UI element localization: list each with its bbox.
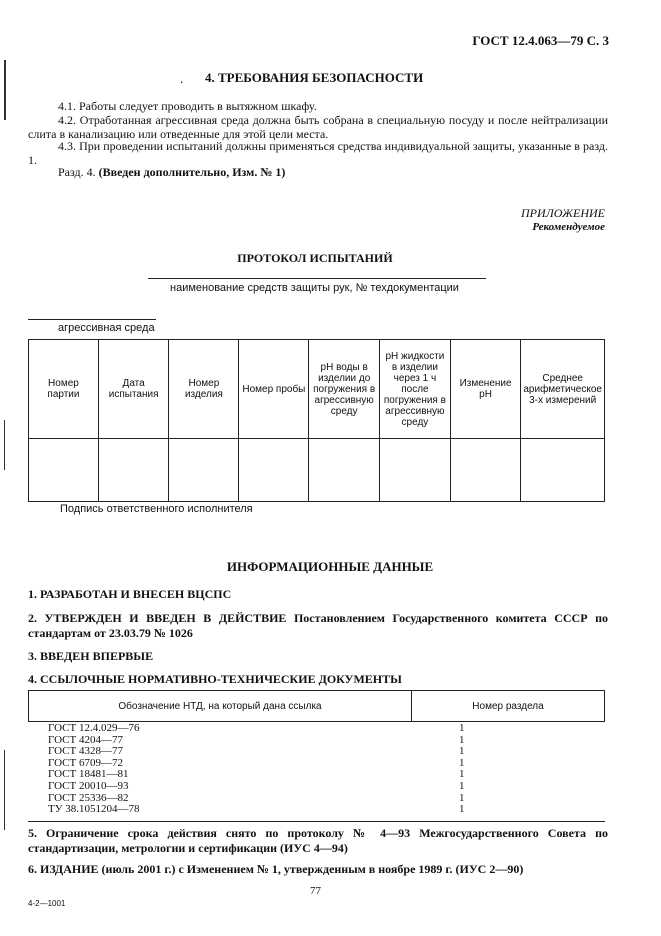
col-header: pH жидкости в изделии через 1 ч после погружения в агрессивную среду [380, 340, 451, 439]
info-title: ИНФОРМАЦИОННЫЕ ДАННЫЕ [226, 559, 434, 574]
col-header: Среднее арифметическое 3-х измерений [521, 340, 605, 439]
section-4-title: 4. ТРЕБОВАНИЯ БЕЗОПАСНОСТИ [205, 70, 424, 85]
reference-doc: ГОСТ 18481—81 [48, 768, 129, 781]
paragraph-4-1: 4.1. Работы следует проводить в вытяжном шкафу. [58, 99, 317, 113]
caption-line [148, 278, 486, 279]
stray-dot: . [180, 71, 184, 86]
medium-label: агрессивная среда [58, 322, 155, 334]
col-header: pH воды в изделии до погружения в агрессивную среду [309, 340, 380, 439]
col-header: Номер партии [29, 340, 99, 439]
reference-doc: ГОСТ 20010—93 [48, 780, 129, 792]
col-header: Номер пробы [239, 340, 309, 439]
info-item-1: 1. РАЗРАБОТАН И ВНЕСЕН ВЦСПС [28, 587, 232, 601]
binding-edge-mark [4, 60, 6, 120]
paragraph-4-2: 4.2. Отработанная агрессивная среда должна быть собрана в специальную посуду и после нейтрализации слита в канализацию или отведенные для этой цели места. [28, 113, 608, 141]
appendix-subtitle: Рекомендуемое [532, 221, 605, 233]
reference-doc: ГОСТ 25336—82 [48, 791, 129, 804]
protocol-table [28, 339, 605, 502]
protocol-caption: наименование средств защиты рук, № техдокументации [170, 282, 459, 294]
signature-line: Подпись ответственного исполнителя [60, 503, 253, 515]
reference-doc: ГОСТ 4328—77 [48, 745, 123, 758]
table-cell [98, 439, 168, 502]
info-item-5: 5. Ограничение срока действия снято по протоколу № 4—93 Межгосударственного Совета по стандартизации, метрологии и сертификации (ИУС 4—94) [28, 826, 608, 855]
appendix-title: ПРИЛОЖЕНИЕ [521, 206, 605, 220]
col-header: Номер изделия [169, 340, 239, 439]
reference-doc: ГОСТ 4204—77 [48, 733, 123, 746]
table-cell [521, 439, 605, 502]
reference-section: 1 [459, 768, 465, 781]
ref-header-doc: Обозначение НТД, на который дана ссылка [29, 691, 412, 722]
table-cell [169, 439, 239, 502]
binding-edge-mark [4, 420, 5, 470]
table-bottom-line [28, 821, 605, 822]
info-item-2 [28, 611, 608, 641]
reference-section: 1 [459, 722, 465, 734]
medium-line [28, 319, 156, 320]
info-item-3: 3. ВВЕДЕН ВПЕРВЫЕ [28, 649, 154, 663]
reference-section: 1 [459, 791, 465, 804]
table-cell [450, 439, 521, 502]
reference-doc: ТУ 38.1051204—78 [48, 803, 140, 816]
reference-section: 1 [459, 745, 465, 758]
note-prefix: Разд. 4. [58, 165, 96, 179]
reference-section: 1 [459, 803, 465, 816]
ref-header-section: Номер раздела [412, 691, 605, 722]
reference-table [28, 690, 605, 722]
reference-doc: ГОСТ 6709—72 [48, 756, 123, 769]
table-cell [380, 439, 451, 502]
appendix-label [521, 206, 605, 234]
table-cell [309, 439, 380, 502]
table-cell [239, 439, 309, 502]
reference-doc: ГОСТ 12.4.029—76 [48, 722, 140, 734]
footer-code: 4-2—1001 [28, 899, 66, 908]
page-header: ГОСТ 12.4.063—79 С. 3 [472, 33, 609, 48]
info-item-2-text: 2. УТВЕРЖДЕН И ВВЕДЕН В ДЕЙСТВИЕ Постановлением Государственного комитета СССР по стандартам от 23.03.79 № 1026 [28, 611, 608, 640]
info-item-4: 4. ССЫЛОЧНЫЕ НОРМАТИВНО-ТЕХНИЧЕСКИЕ ДОКУМЕНТЫ [28, 672, 402, 686]
col-header: Дата испытания [98, 340, 168, 439]
info-item-6: 6. ИЗДАНИЕ (июль 2001 г.) с Изменением № 1, утвержденным в ноябре 1989 г. (ИУС 2—90) [28, 862, 524, 876]
table-cell [29, 439, 99, 502]
binding-edge-mark [4, 750, 5, 830]
section-4-note [28, 165, 608, 179]
note-bold: (Введен дополнительно, Изм. № 1) [98, 165, 286, 179]
reference-section: 1 [459, 756, 465, 769]
paragraph-4-3: 4.3. При проведении испытаний должны применяться средства индивидуальной защиты, указанные в разд. 1. [28, 139, 608, 167]
reference-section: 1 [459, 780, 465, 792]
reference-section: 1 [459, 733, 465, 746]
col-header: Изменение pH [450, 340, 521, 439]
page-number: 77 [310, 885, 321, 897]
protocol-title: ПРОТОКОЛ ИСПЫТАНИЙ [237, 251, 393, 265]
